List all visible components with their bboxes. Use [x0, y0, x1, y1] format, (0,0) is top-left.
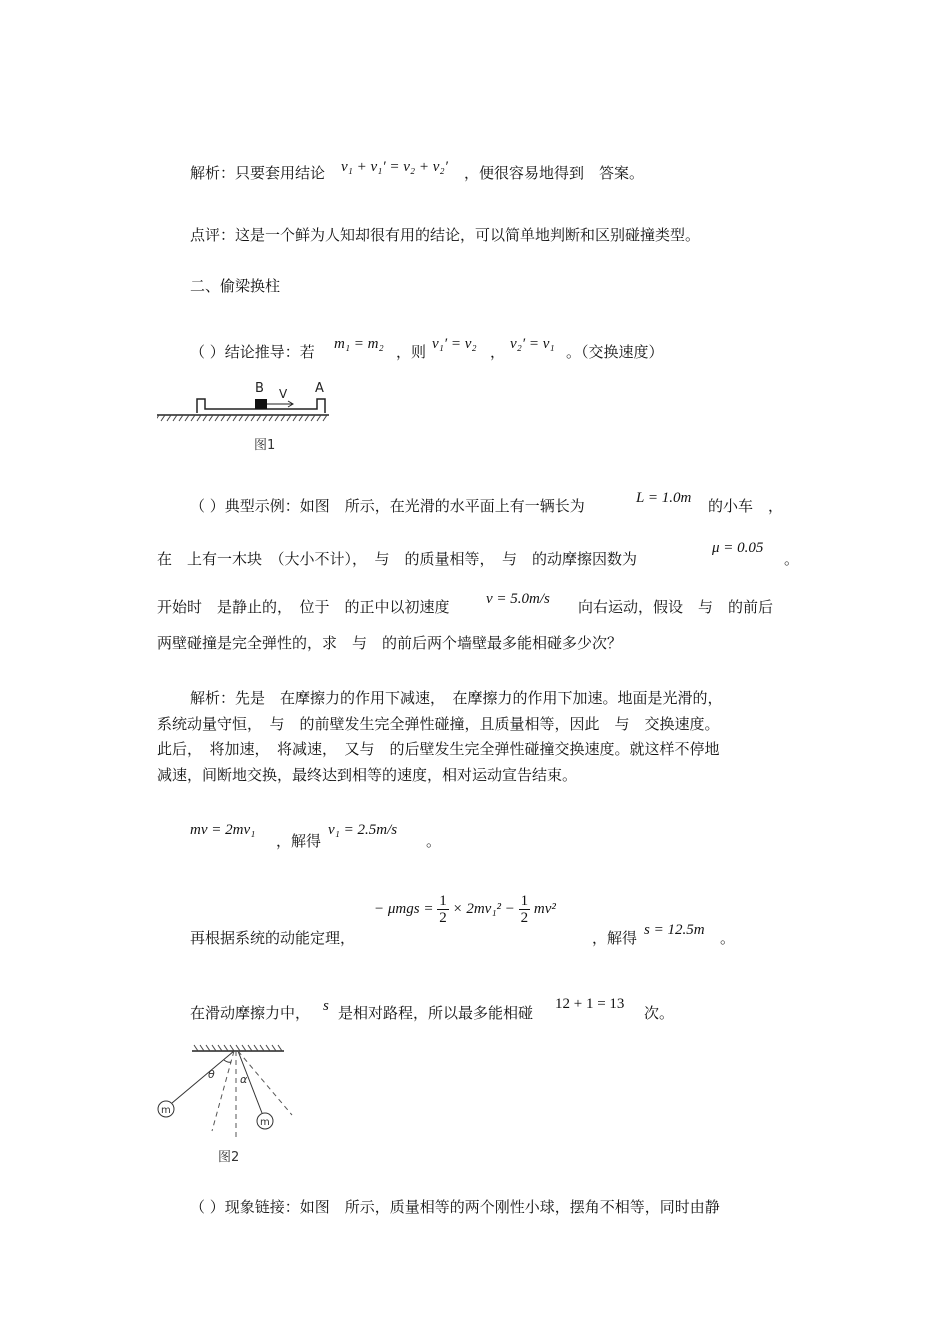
figure-2-alpha: α: [240, 1073, 248, 1086]
formula-collision-count: 12 + 1 = 13: [555, 996, 625, 1012]
energy-term-2: mv²: [533, 900, 556, 917]
derivation-mid-1: ，则: [396, 343, 427, 361]
figure-2-ball-left: m: [161, 1105, 171, 1116]
derivation-mid-2: ，: [490, 343, 506, 361]
fraction-2-num: 1: [520, 893, 529, 909]
energy-minus: −: [504, 900, 515, 917]
count-mid: 是相对路程，所以最多能相碰: [338, 1004, 534, 1022]
example-line-2-prefix: 在 上有一木块 （大小不计）， 与 的质量相等， 与 的动摩擦因数为: [157, 550, 638, 568]
formula-momentum: mv = 2mv₁: [190, 822, 256, 838]
section-2-title: 二、偷梁换柱: [190, 277, 281, 295]
energy-mid: ，解得: [592, 929, 638, 947]
figure-2-ball-right: m: [260, 1117, 270, 1128]
energy-prefix: 再根据系统的动能定理，: [190, 929, 356, 947]
figure-1-cart-diagram: [157, 375, 357, 455]
formula-velocity-sum: v₁ + v₁′ = v₂ + v₂′: [341, 159, 448, 175]
fraction-2-den: 2: [520, 910, 529, 926]
derivation-tail: 。（交换速度）: [566, 343, 664, 361]
example-line-3-prefix: 开始时 是静止的， 位于 的正中以初速度: [157, 598, 450, 616]
figure-1-label-b: B: [255, 381, 264, 396]
figure-1-caption: 图1: [254, 438, 276, 453]
analysis-2-line-3: 此后， 将加速， 将减速， 又与 的后壁发生完全弹性碰撞交换速度。就这样不停地: [157, 740, 720, 758]
count-tail: 次。: [644, 1004, 675, 1022]
count-prefix: 在滑动摩擦力中，: [190, 1004, 311, 1022]
comment-line: 点评：这是一个鲜为人知却很有用的结论，可以简单地判断和区别碰撞类型。: [190, 226, 701, 244]
figure-1-label-v: V: [279, 387, 288, 401]
analysis-1-prefix: 解析：只要套用结论: [190, 164, 326, 182]
analysis-2-line-2: 系统动量守恒， 与 的前壁发生完全弹性碰撞，且质量相等，因此 与 交换速度。: [157, 715, 720, 733]
formula-initial-velocity: v = 5.0m/s: [486, 591, 550, 607]
formula-friction-coefficient: μ = 0.05: [712, 540, 764, 556]
formula-common-velocity: v₁ = 2.5m/s: [328, 822, 398, 838]
formula-work-energy: [374, 893, 556, 926]
example-line-2-suffix: 。: [784, 550, 800, 568]
example-line-1-prefix: （ ）典型示例：如图 所示，在光滑的水平面上有一辆长为: [190, 497, 585, 515]
analysis-2-line-1: 解析：先是 在摩擦力的作用下减速， 在摩擦力的作用下加速。地面是光滑的，: [190, 689, 723, 707]
figure-2-pendulum-diagram: [152, 1043, 312, 1168]
formula-v2-prime: v₂′ = v₁: [510, 336, 555, 352]
fraction-1-num: 1: [439, 893, 447, 909]
phenomenon-line: （ ）现象链接：如图 所示，质量相等的两个刚性小球，摆角不相等，同时由静: [190, 1198, 720, 1216]
figure-2-caption: 图2: [218, 1150, 240, 1165]
energy-lhs: − μmgs =: [374, 900, 434, 917]
analysis-1-suffix: ，便很容易地得到 答案。: [464, 164, 645, 182]
momentum-tail: 。: [426, 832, 442, 850]
figure-2-theta: θ: [208, 1068, 215, 1081]
formula-relative-distance: s = 12.5m: [644, 922, 705, 938]
formula-equal-mass: m₁ = m₂: [334, 336, 384, 352]
figure-1-label-a: A: [315, 381, 324, 396]
energy-tail: 。: [720, 929, 736, 947]
fraction-1-den: 2: [439, 910, 447, 926]
example-line-4: 两壁碰撞是完全弹性的，求 与 的前后两个墙壁最多能相碰多少次？: [157, 634, 623, 652]
energy-term-1: × 2mv₁²: [452, 900, 502, 917]
analysis-2-line-4: 减速，间断地交换，最终达到相等的速度，相对运动宣告结束。: [157, 766, 578, 784]
example-line-1-suffix: 的小车 ，: [708, 497, 784, 515]
formula-symbol-s: s: [323, 998, 329, 1014]
momentum-mid: ，解得: [276, 832, 322, 850]
formula-cart-length: L = 1.0m: [636, 490, 692, 506]
derivation-lead: （ ）结论推导：若: [190, 343, 315, 361]
fraction-half-1: [437, 893, 449, 926]
fraction-half-2: [519, 893, 531, 926]
formula-v1-prime: v₁′ = v₂: [432, 336, 477, 352]
example-line-3-suffix: 向右运动，假设 与 的前后: [578, 598, 774, 616]
